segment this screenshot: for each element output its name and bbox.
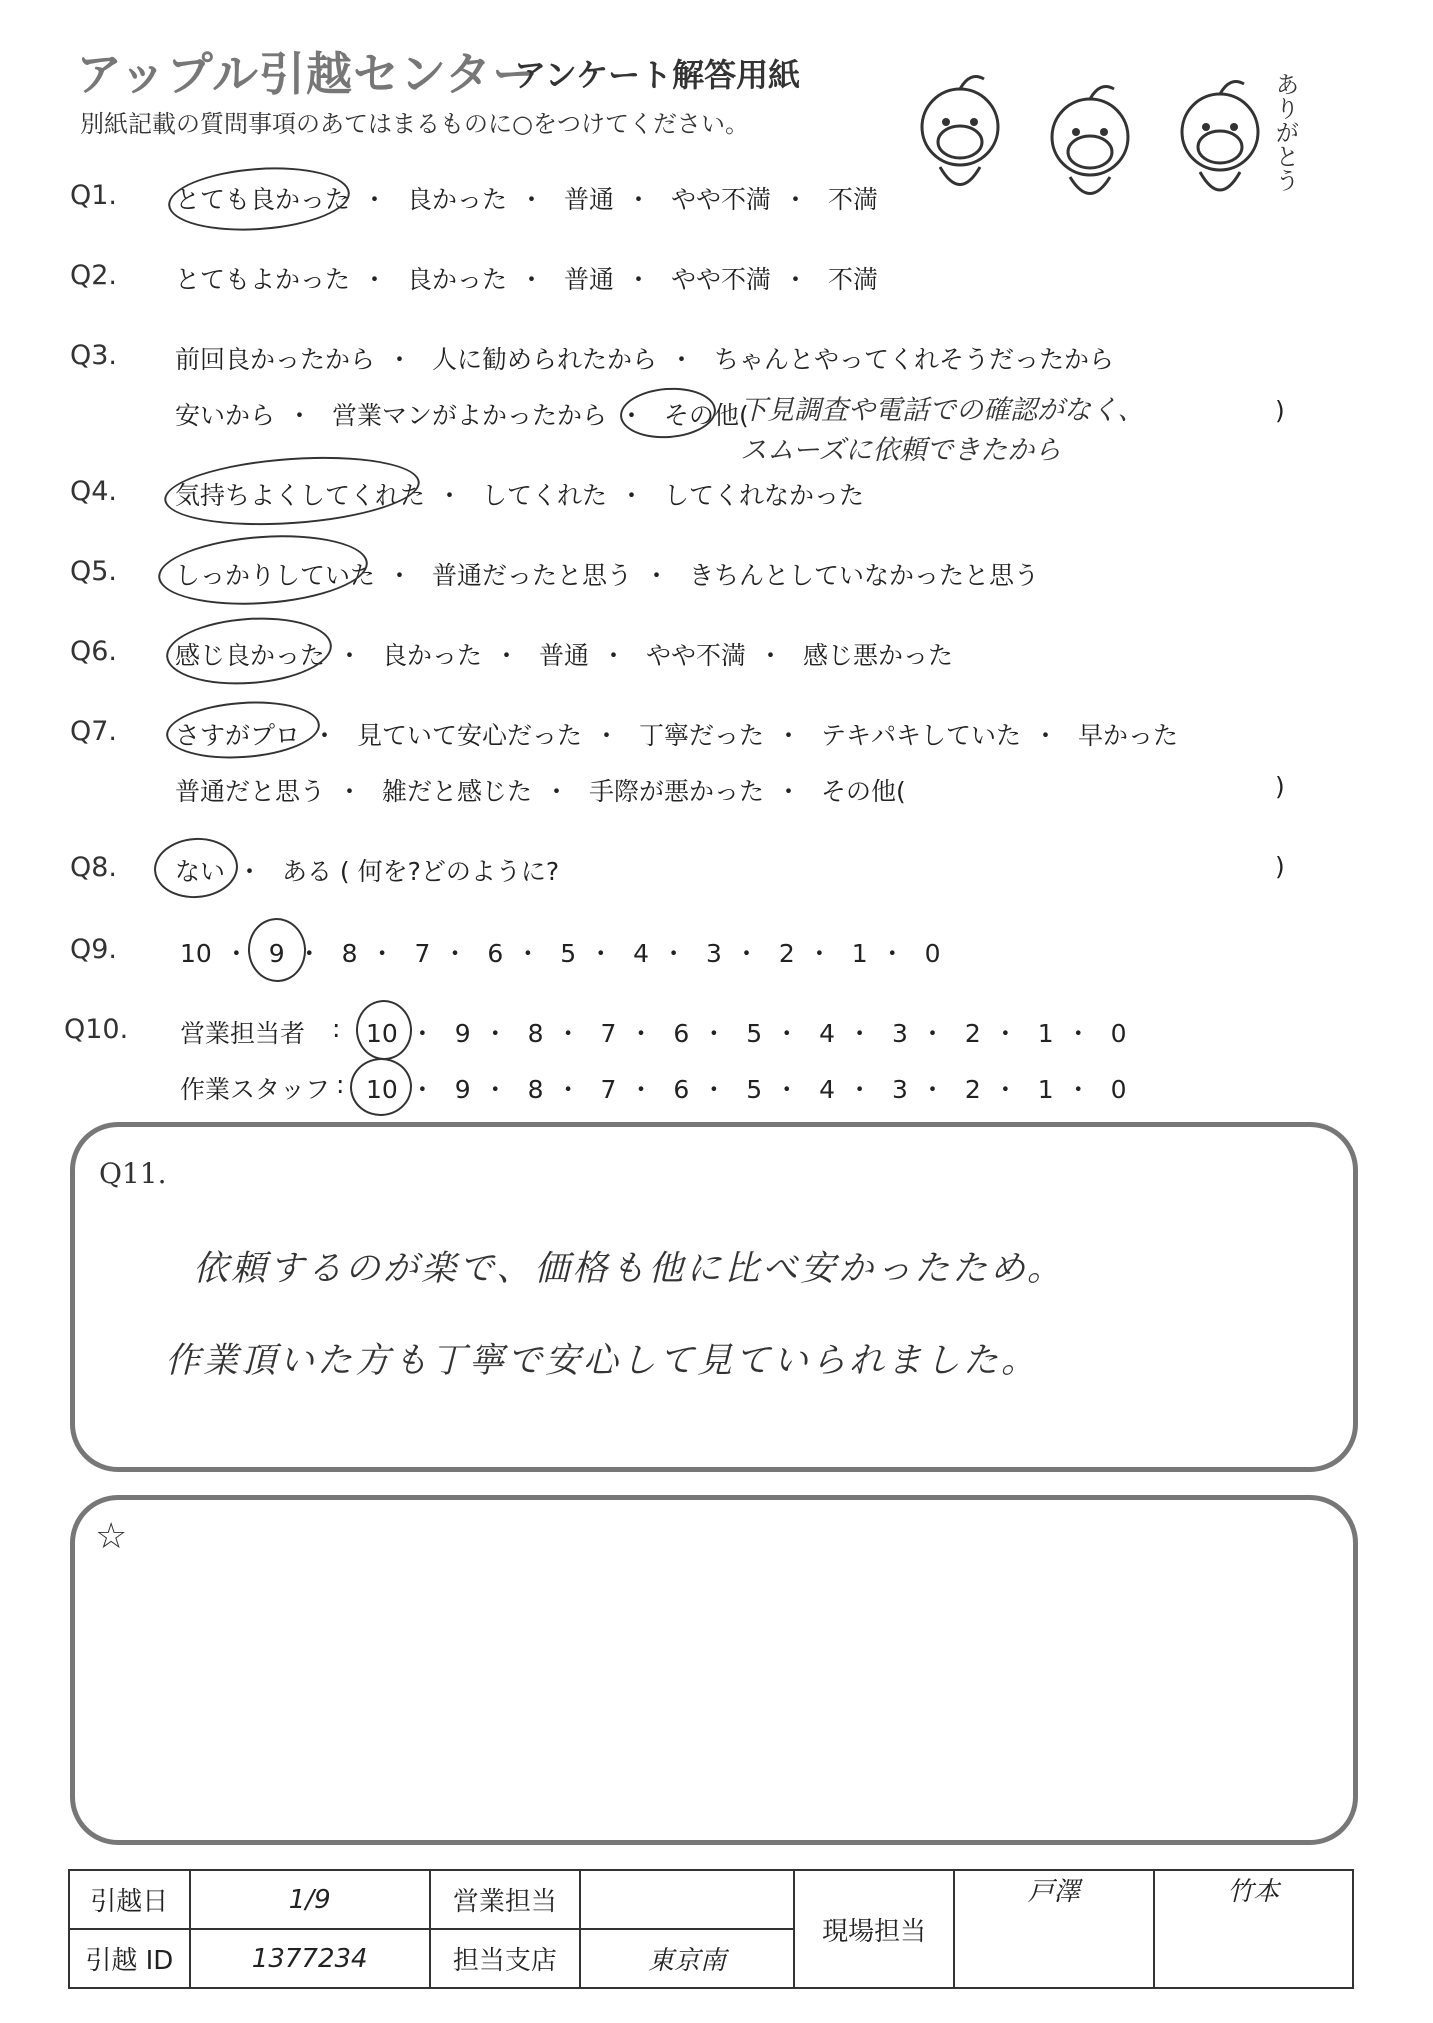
q7-option-8[interactable]: 手際が悪かった — [588, 777, 764, 806]
q9-score-10[interactable]: 10 — [180, 939, 212, 968]
q11-comment-box[interactable] — [70, 1122, 1358, 1472]
q10-sales-score-9[interactable]: 9 — [454, 1019, 471, 1048]
q9-score-6[interactable]: 6 — [487, 939, 504, 968]
q10-staff-scale: 10 ・ 9 ・ 8 ・ 7 ・ 6 ・ 5 ・ 4 ・ 3 ・ 2 ・ 1 ・ 0 — [366, 1075, 1127, 1104]
sales-rep-label: 営業担当 — [430, 1870, 580, 1929]
branch-label: 担当支店 — [430, 1929, 580, 1988]
q1-option-5[interactable]: 不満 — [827, 185, 878, 214]
q4-options: 気持ちよくしてくれた ・ してくれた ・ してくれなかった — [175, 481, 864, 510]
q8-option-2[interactable]: ある ( 何を?どのように? — [281, 857, 560, 886]
q7-option-7[interactable]: 雑だと感じた — [381, 777, 532, 806]
q6-option-4[interactable]: やや不満 — [645, 641, 746, 670]
q10-sales-label: 営業担当者 — [180, 1019, 306, 1048]
q8-number: Q8. — [70, 852, 118, 883]
q2-option-1[interactable]: とてもよかった — [175, 265, 351, 294]
q1-options: とても良かった ・ 良かった ・ 普通 ・ やや不満 ・ 不満 — [175, 185, 878, 214]
free-comment-box[interactable] — [70, 1495, 1358, 1845]
q9-score-3[interactable]: 3 — [706, 939, 722, 968]
q3-option-4[interactable]: 安いから — [175, 401, 276, 430]
q3-option-3[interactable]: ちゃんとやってくれそうだったから — [713, 345, 1114, 374]
q5-circle-mark — [156, 529, 370, 611]
q8-options: ない ・ ある ( 何を?どのように? — [175, 857, 560, 886]
q3-option-other[interactable]: その他( — [663, 401, 749, 430]
q1-option-2[interactable]: 良かった — [406, 185, 507, 214]
q9-score-7[interactable]: 7 — [414, 939, 431, 968]
branch-value[interactable]: 東京南 — [580, 1929, 794, 1988]
q10-sales-score-6[interactable]: 6 — [673, 1019, 690, 1048]
q3-options-line2: 安いから ・ 営業マンがよかったから ・ その他( — [175, 401, 749, 430]
q10-sales-score-1[interactable]: 1 — [1037, 1019, 1054, 1048]
q6-option-2[interactable]: 良かった — [381, 641, 482, 670]
move-date-label: 引越日 — [69, 1870, 190, 1929]
q10-staff-score-7[interactable]: 7 — [600, 1075, 617, 1104]
q3-option-1[interactable]: 前回良かったから — [175, 345, 376, 374]
q8-close-paren: ) — [1275, 852, 1285, 881]
q11-label: Q11. — [99, 1157, 167, 1190]
q11-comment-line2: 作業頂いた方も丁寧で安心して見ていられました。 — [165, 1341, 1040, 1381]
form-title: アンケート解答用紙 — [514, 56, 801, 94]
q3-close-paren: ) — [1275, 396, 1285, 425]
q3-number: Q3. — [70, 340, 118, 371]
move-id-value[interactable]: 1377234 — [190, 1929, 430, 1988]
q9-score-0[interactable]: 0 — [924, 939, 941, 968]
q10-staff-score-1[interactable]: 1 — [1037, 1075, 1054, 1104]
q9-number: Q9. — [70, 934, 118, 965]
q5-number: Q5. — [70, 556, 118, 587]
q1-option-3[interactable]: 普通 — [563, 185, 614, 214]
q9-circle-mark — [246, 916, 308, 984]
q10-sales-score-4[interactable]: 4 — [819, 1019, 836, 1048]
q3-circle-mark — [618, 385, 717, 442]
q4-option-1[interactable]: 気持ちよくしてくれた — [175, 481, 426, 510]
q6-option-1[interactable]: 感じ良かった — [175, 641, 326, 670]
q7-options-line2: 普通だと思う ・ 雑だと感じた ・ 手際が悪かった ・ その他( — [175, 777, 906, 806]
site-staff-value-1[interactable]: 戸澤 — [954, 1870, 1153, 1988]
star-icon: ☆ — [95, 1516, 128, 1557]
q7-number: Q7. — [70, 716, 118, 747]
q2-options: とてもよかった ・ 良かった ・ 普通 ・ やや不満 ・ 不満 — [175, 265, 878, 294]
q3-option-5[interactable]: 営業マンがよかったから — [331, 401, 607, 430]
q3-option-2[interactable]: 人に勧められたから — [431, 345, 657, 374]
site-staff-label: 現場担当 — [794, 1870, 954, 1988]
company-name: アップル引越センター — [76, 47, 540, 101]
q3-handwritten-line2: スムーズに依頼できたから — [740, 435, 1062, 466]
q10-staff-circle-mark — [348, 1056, 414, 1118]
q9-score-1[interactable]: 1 — [851, 939, 868, 968]
q4-circle-mark — [162, 449, 422, 533]
q2-number: Q2. — [70, 260, 118, 291]
mascot-thanks-text: ありがとう — [1271, 72, 1299, 192]
q7-option-1[interactable]: さすがプロ — [175, 721, 301, 750]
q5-option-2[interactable]: 普通だったと思う — [431, 561, 632, 590]
q7-close-paren: ) — [1275, 772, 1285, 801]
q10-staff-score-3[interactable]: 3 — [892, 1075, 908, 1104]
q10-staff-label: 作業スタッフ — [180, 1075, 331, 1104]
q10-staff-score-6[interactable]: 6 — [673, 1075, 690, 1104]
q10-staff-score-9[interactable]: 9 — [454, 1075, 471, 1104]
site-staff-value-2[interactable]: 竹本 — [1154, 1870, 1353, 1988]
q4-number: Q4. — [70, 476, 118, 507]
q1-option-4[interactable]: やや不満 — [670, 185, 771, 214]
q9-scale: 10 ・ 9 ・ 8 ・ 7 ・ 6 ・ 5 ・ 4 ・ 3 ・ 2 ・ 1 ・ 0 — [180, 939, 941, 968]
q7-option-6[interactable]: 普通だと思う — [175, 777, 326, 806]
q10-staff-score-10[interactable]: 10 — [366, 1075, 398, 1104]
sales-rep-value[interactable] — [580, 1870, 794, 1929]
q7-options-line1: さすがプロ ・ 見ていて安心だった ・ 丁寧だった ・ テキパキしていた ・ 早かった — [175, 721, 1178, 750]
move-id-label: 引越 ID — [69, 1929, 190, 1988]
q1-number: Q1. — [70, 180, 118, 211]
q10-staff-score-8[interactable]: 8 — [527, 1075, 544, 1104]
q10-sales-score-8[interactable]: 8 — [527, 1019, 544, 1048]
q5-options: しっかりしていた ・ 普通だったと思う ・ きちんとしていなかったと思う — [175, 561, 1039, 590]
q10-staff-score-5[interactable]: 5 — [746, 1075, 763, 1104]
q6-options: 感じ良かった ・ 良かった ・ 普通 ・ やや不満 ・ 感じ悪かった — [175, 641, 953, 670]
q10-staff-score-4[interactable]: 4 — [819, 1075, 836, 1104]
q10-staff-score-0[interactable]: 0 — [1110, 1075, 1127, 1104]
q9-score-8[interactable]: 8 — [341, 939, 358, 968]
q10-sales-score-10[interactable]: 10 — [366, 1019, 398, 1048]
q7-option-5[interactable]: 早かった — [1077, 721, 1178, 750]
q5-option-3[interactable]: きちんとしていなかったと思う — [688, 561, 1039, 590]
q10-sales-score-5[interactable]: 5 — [746, 1019, 763, 1048]
q10-sales-score-0[interactable]: 0 — [1110, 1019, 1127, 1048]
instruction-text: 別紙記載の質問事項のあてはまるものに○をつけてください。 — [80, 110, 749, 138]
q3-options-line1: 前回良かったから ・ 人に勧められたから ・ ちゃんとやってくれそうだったから — [175, 345, 1114, 374]
q6-option-5[interactable]: 感じ悪かった — [802, 641, 953, 670]
q7-option-2[interactable]: 見ていて安心だった — [356, 721, 582, 750]
q6-number: Q6. — [70, 636, 118, 667]
q2-option-4[interactable]: やや不満 — [670, 265, 771, 294]
q2-option-3[interactable]: 普通 — [563, 265, 614, 294]
q9-score-5[interactable]: 5 — [560, 939, 577, 968]
q10-number: Q10. — [64, 1014, 129, 1045]
q9-score-2[interactable]: 2 — [778, 939, 795, 968]
q2-option-2[interactable]: 良かった — [406, 265, 507, 294]
q3-handwritten-line1: 下見調査や電話での確認がなく、 — [740, 395, 1145, 426]
q11-comment-line1: 依頼するのが楽で、価格も他に比べ安かったため。 — [193, 1249, 1065, 1289]
q6-option-3[interactable]: 普通 — [538, 641, 589, 670]
q2-option-5[interactable]: 不満 — [827, 265, 878, 294]
q10-staff-colon: : — [336, 1070, 345, 1099]
q8-circle-mark — [152, 835, 240, 901]
footer-info-table — [68, 1869, 1354, 1989]
q8-option-1[interactable]: ない — [175, 857, 226, 886]
q1-option-1[interactable]: とても良かった — [175, 185, 351, 214]
q7-circle-mark — [164, 697, 322, 764]
q4-option-3[interactable]: してくれなかった — [663, 481, 864, 510]
q7-option-other[interactable]: その他( — [820, 777, 906, 806]
q6-circle-mark — [164, 612, 334, 689]
mascot-illustration — [890, 52, 1340, 212]
q10-sales-scale: 10 ・ 9 ・ 8 ・ 7 ・ 6 ・ 5 ・ 4 ・ 3 ・ 2 ・ 1 ・ 0 — [366, 1019, 1127, 1048]
move-date-value[interactable]: 1/9 — [190, 1870, 430, 1929]
q7-option-3[interactable]: 丁寧だった — [638, 721, 764, 750]
q10-sales-score-7[interactable]: 7 — [600, 1019, 617, 1048]
q1-circle-mark — [166, 162, 352, 237]
q10-sales-circle-mark — [354, 998, 414, 1062]
q10-sales-colon: : — [332, 1014, 341, 1043]
q7-option-4[interactable]: テキパキしていた — [820, 721, 1021, 750]
q4-option-2[interactable]: してくれた — [481, 481, 607, 510]
q10-staff-score-2[interactable]: 2 — [964, 1075, 981, 1104]
q9-score-4[interactable]: 4 — [633, 939, 650, 968]
q5-option-1[interactable]: しっかりしていた — [175, 561, 376, 590]
q9-score-9[interactable]: 9 — [268, 939, 285, 968]
q10-sales-score-2[interactable]: 2 — [964, 1019, 981, 1048]
q10-sales-score-3[interactable]: 3 — [892, 1019, 908, 1048]
